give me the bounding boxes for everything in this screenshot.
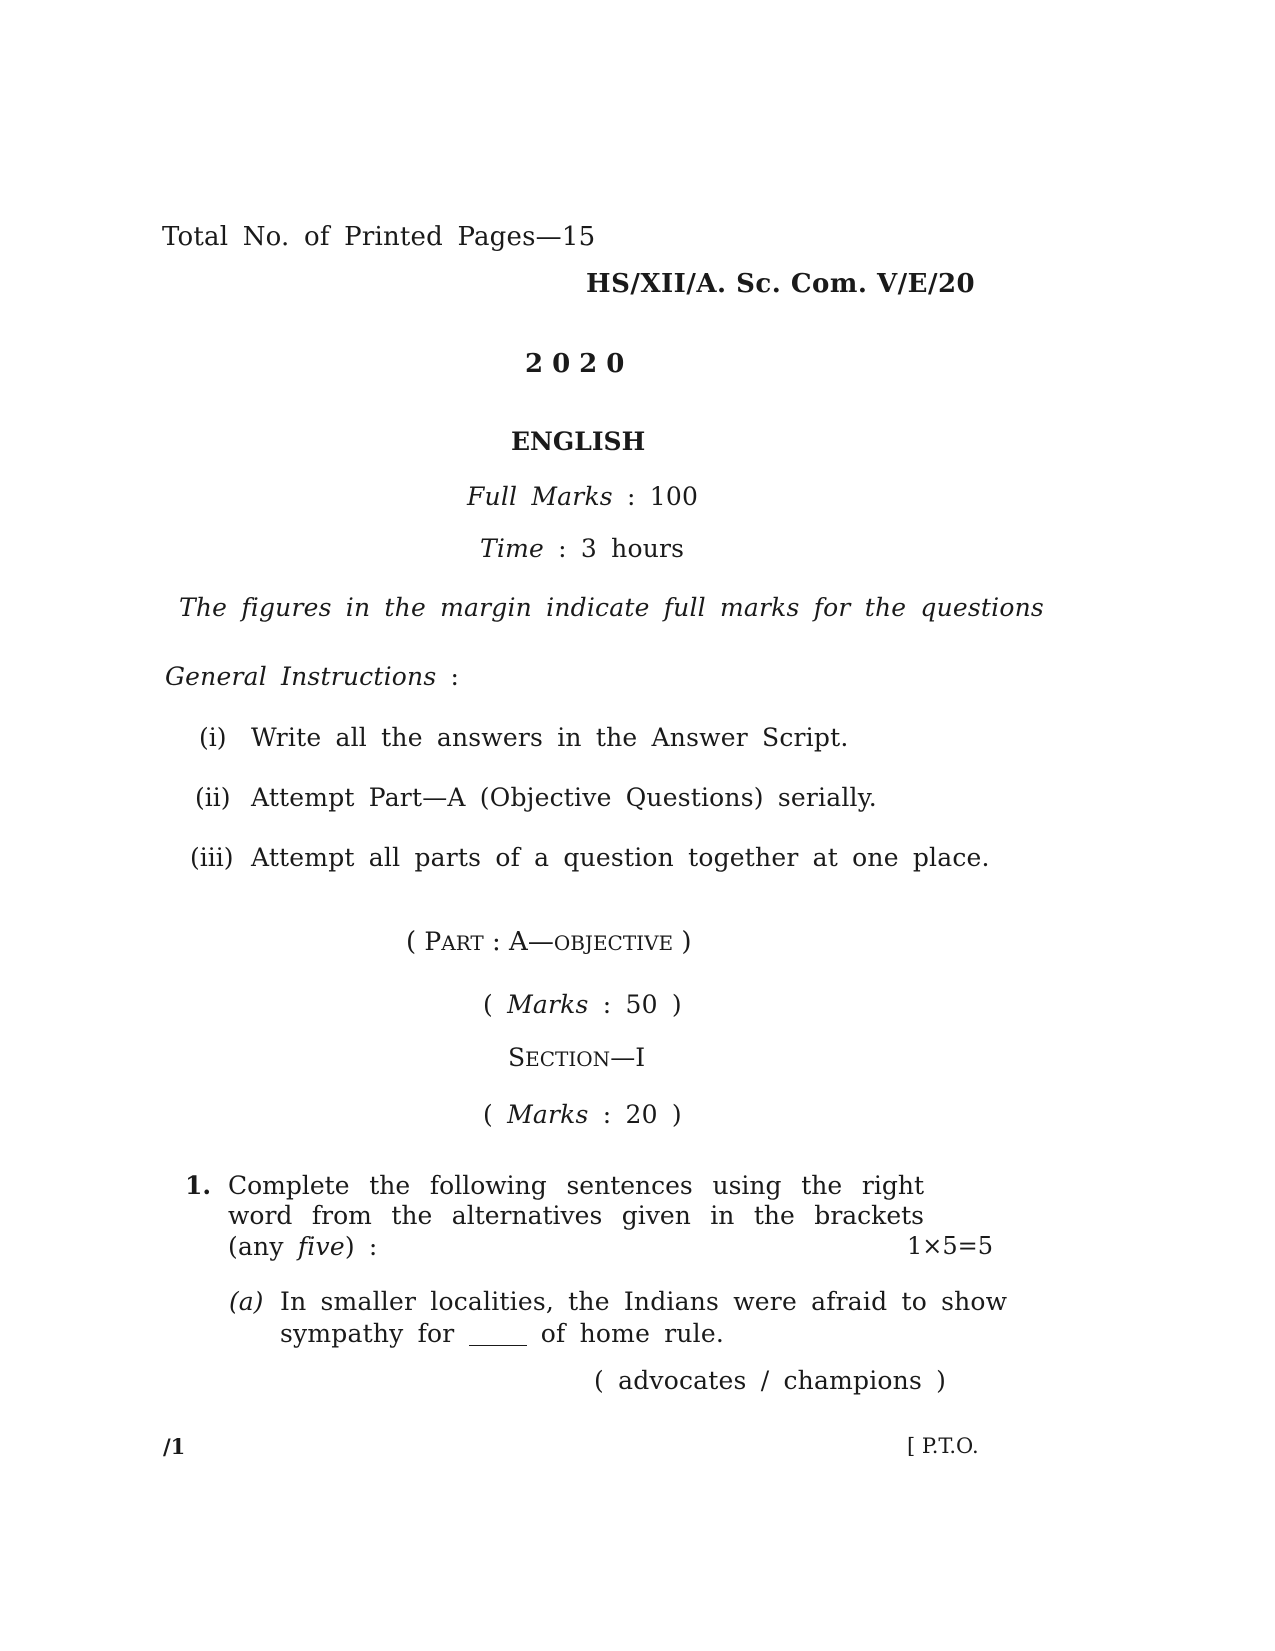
time-value: : 3 hours [558,534,685,563]
figures-note: The figures in the margin indicate full marks for the questions [179,593,1044,622]
part-colon: : [492,927,501,957]
section-word-cap: S [508,1043,526,1072]
subquestion-options: ( advocates / champions ) [594,1366,947,1395]
section-heading [508,1043,645,1072]
question-text-line: word from the alternatives given in the brackets [228,1201,924,1230]
question-text-line: Complete the following sentences using the right [228,1171,924,1200]
question-text-line [228,1232,378,1261]
question-text-emph: five [297,1232,345,1261]
paper-code: HS/XII/A. Sc. Com. V/E/20 [586,269,976,299]
instruction-number: (ii) [195,783,231,812]
section-marks [483,1100,682,1129]
part-word-cap: P [424,927,442,956]
section-marks-value: : 20 ) [602,1100,682,1129]
instruction-number: (i) [199,723,227,752]
section-word-rest: ECTION [525,1047,611,1071]
instruction-number: (iii) [190,843,234,872]
general-instructions-heading [165,662,459,691]
section-marks-label: Marks [507,1100,589,1129]
part-marks-label: Marks [507,990,589,1019]
fill-in-blank [469,1320,527,1346]
instruction-text: Attempt Part—A (Objective Questions) serially. [251,783,877,812]
page-number: /1 [163,1434,186,1459]
section-number: —I [610,1043,646,1072]
full-marks-label: Full Marks [467,482,613,511]
part-word-rest: ART [441,931,484,955]
part-name [509,927,673,957]
full-marks-value: : 100 [626,482,699,511]
subquestion-text-post: of home rule. [540,1319,725,1348]
part-marks-value: : 50 ) [602,990,682,1019]
please-turn-over: [ P.T.O. [907,1434,979,1458]
subquestion-text-line: In smaller localities, the Indians were afraid to show [280,1287,1008,1316]
question-number: 1. [185,1171,212,1200]
part-title: OBJECTIVE [553,931,674,955]
subquestion-text-pre: sympathy for [280,1319,455,1348]
full-marks [467,482,698,511]
question-text-pre: (any [228,1232,298,1261]
section-marks-open: ( [483,1100,493,1129]
part-word [424,927,483,957]
part-marks-open: ( [483,990,493,1019]
exam-time [480,534,684,563]
question-marks: 1×5=5 [907,1232,994,1260]
instruction-text: Write all the answers in the Answer Script. [251,723,849,752]
question-text-post: ) : [344,1232,378,1261]
general-instructions-colon: : [450,662,460,691]
part-open-paren: ( [406,927,417,957]
part-heading [406,927,692,957]
part-letter: A— [509,927,554,957]
part-marks [483,990,682,1019]
part-close-paren: ) [681,927,692,957]
instruction-text: Attempt all parts of a question together at one place. [251,843,990,872]
exam-year: 2020 [525,349,634,379]
subquestion-label: (a) [229,1287,264,1316]
total-printed-pages: Total No. of Printed Pages—15 [162,222,596,252]
subquestion-text-line [280,1319,724,1348]
time-label: Time [480,534,544,563]
subject-title: ENGLISH [511,427,646,456]
general-instructions-label: General Instructions [165,662,437,691]
